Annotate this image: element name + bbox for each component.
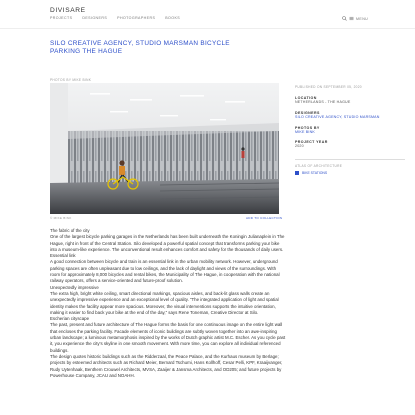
paragraph: One of the largest bicycle parking garages in the Netherlands has been built underneath the Koningin Julianaplein in The Hague, right in front of the Central Station. Silo developed a powerful spatial concept that transforms parking your bike into a museum-like experience. The unconventional result enhances comfort and safety for the thousands of daily users. (50, 234, 285, 252)
designers-label: DESIGNERS (295, 110, 320, 115)
paragraph: The design quotes historic buildings such as the Ridderzaal, the Peace Palace, and the Kurhaus museum by Berlage; projects by esteemed architects such as Richard Meier, Bernard Tschumi, Hans Kollhoff, Cesar Pelli, KPF, Kraaijvanger, Rudy Uytenhaak, Benthem Crouwel Architects, MVSA, Zaaijer & Jansma Architects, and OD205; and future projects by Powerhouse Company, JCAU and NOAHH. (50, 353, 283, 378)
paragraph: The past, present and future architecture of The Hague forms the basis for one continuous image on the entire light wall that encloses the parking facility. Facade elements of iconic buildings are subtly woven together into an awe-inspiring urban landscape; a luminous metamorphosis inspired by the works of Dutch graphic artist M.C. Escher. As you cycle past it, you experience the city’s skyline in one smooth movement. With more time, you can explore all individual referenced buildings. (50, 322, 286, 353)
atlas-item-label: BIKE STATIONS (302, 171, 328, 176)
photographer-link[interactable]: MIKE BINK (295, 129, 315, 134)
add-to-collection-link[interactable]: ADD TO COLLECTION (246, 216, 283, 220)
project-photo[interactable] (50, 83, 279, 214)
section-heading: Essential link (50, 253, 76, 259)
atlas-item-bike-stations[interactable] (295, 171, 405, 175)
search-icon[interactable] (342, 16, 347, 21)
designers-link[interactable]: SILO CREATIVE AGENCY, STUDIO MARSMAN (295, 114, 380, 119)
section-heading: Escherian cityscape (50, 316, 90, 322)
project-sidebar (295, 85, 405, 175)
paragraph: The extra high, bright white ceiling, smart directional markings, spacious aisles, and back-lit glass walls create an unexpectedly impressive experience and an exceptional level of quality. “The integrated application of light and spatial identity makes the facility appear more spacious. Moreover, the visual interventions supports the intuitive orientation, making it easier to find back your bike at the end of the day,” says Rene Toneman, Creative Director at Silo. (50, 290, 279, 315)
year-value: 2020 (295, 144, 304, 149)
paragraph: A good connection between bicycle and train is an essential link in the urban mobility network. However, underground parking spaces are often unpleasant due to low ceilings, and the lack of daylight and views of the surroundings. With room for approximately 8,000 bicycles and rental bikes, the Municipality of The Hague, in cooperation with the national railway operators, offers a service-oriented and future-proof solution. (50, 259, 280, 284)
site-logo[interactable]: DIVISARE (50, 7, 86, 14)
photo-credit: PHOTOS BY MIKE BINK (50, 78, 92, 82)
nav-designers[interactable]: DESIGNERS (82, 16, 108, 20)
project-description (50, 228, 286, 379)
main-nav (50, 16, 180, 20)
nav-photographers[interactable]: PHOTOGRAPHERS (117, 16, 156, 20)
published-date: PUBLISHED ON SEPTEMBER 05, 2020 (295, 85, 362, 89)
photo-illustration (50, 83, 279, 214)
top-bar (0, 0, 415, 29)
menu-icon (349, 16, 354, 21)
location-label: LOCATION (295, 96, 317, 100)
nav-books[interactable]: BOOKS (165, 16, 181, 20)
page-title: SILO CREATIVE AGENCY, STUDIO MARSMAN BICYCLE PARKING THE HAGUE (50, 40, 230, 56)
section-heading: Unexpectedly impressive (50, 284, 99, 290)
photos-label: PHOTOS BY (295, 125, 320, 130)
photo-caption: © MIKE BINK (50, 216, 72, 220)
square-icon (295, 171, 299, 175)
atlas-heading: ATLAS OF ARCHITECTURE (295, 159, 405, 168)
nav-projects[interactable]: PROJECTS (50, 16, 73, 20)
section-heading: The fabric of the city (50, 228, 90, 233)
menu-label: MENU (356, 16, 369, 21)
menu-button[interactable] (349, 16, 368, 21)
year-label: PROJECT YEAR (295, 140, 328, 145)
location-value: NETHERLANDS - THE HAGUE (295, 100, 351, 104)
